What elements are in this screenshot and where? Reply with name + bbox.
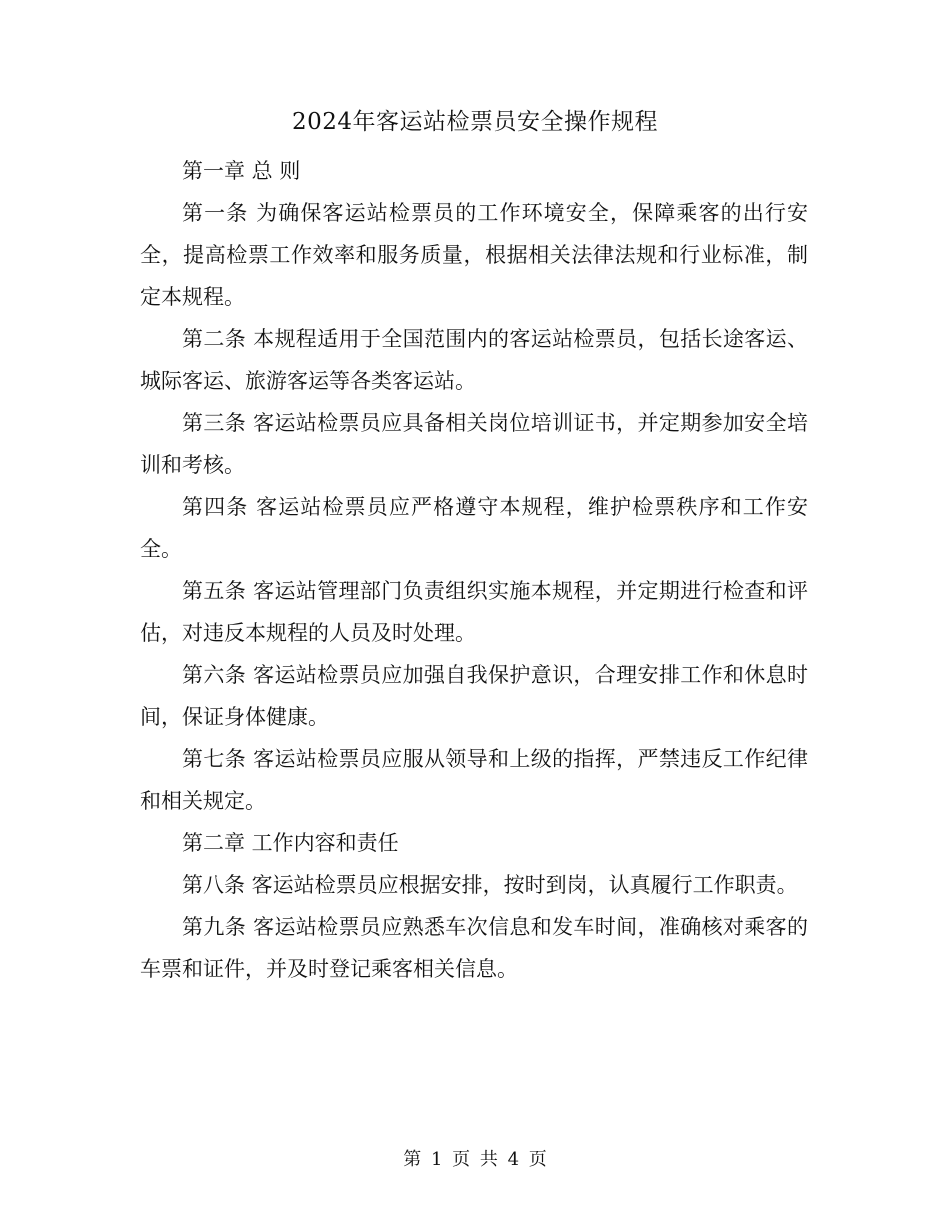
article-paragraph: 第一条 为确保客运站检票员的工作环境安全，保障乘客的出行安全，提高检票工作效率和服务质量，根据相关法律法规和行业标准，制定本规程。 <box>140 201 808 309</box>
page-number-footer: 第 1 页 共 4 页 <box>403 1149 547 1170</box>
article-paragraph: 第六条 客运站检票员应加强自我保护意识，合理安排工作和休息时间，保证身体健康。 <box>140 663 808 729</box>
article-paragraph: 第七条 客运站检票员应服从领导和上级的指挥，严禁违反工作纪律和相关规定。 <box>140 747 808 813</box>
article-paragraph: 第三条 客运站检票员应具备相关岗位培训证书，并定期参加安全培训和考核。 <box>140 411 808 477</box>
document-body <box>140 150 808 990</box>
article-paragraph: 第九条 客运站检票员应熟悉车次信息和发车时间，准确核对乘客的车票和证件，并及时登记乘客相关信息。 <box>140 915 808 981</box>
article-paragraph: 第二条 本规程适用于全国范围内的客运站检票员，包括长途客运、城际客运、旅游客运等各类客运站。 <box>140 327 808 393</box>
article-paragraph: 第四条 客运站检票员应严格遵守本规程，维护检票秩序和工作安全。 <box>140 495 808 561</box>
article-paragraph: 第八条 客运站检票员应根据安排，按时到岗，认真履行工作职责。 <box>182 873 798 897</box>
document-title: 2024年客运站检票员安全操作规程 <box>291 109 659 135</box>
chapter-heading: 第一章 总 则 <box>182 159 301 183</box>
chapter-heading: 第二章 工作内容和责任 <box>182 831 399 855</box>
article-paragraph: 第五条 客运站管理部门负责组织实施本规程，并定期进行检查和评估，对违反本规程的人员及时处理。 <box>140 579 808 645</box>
